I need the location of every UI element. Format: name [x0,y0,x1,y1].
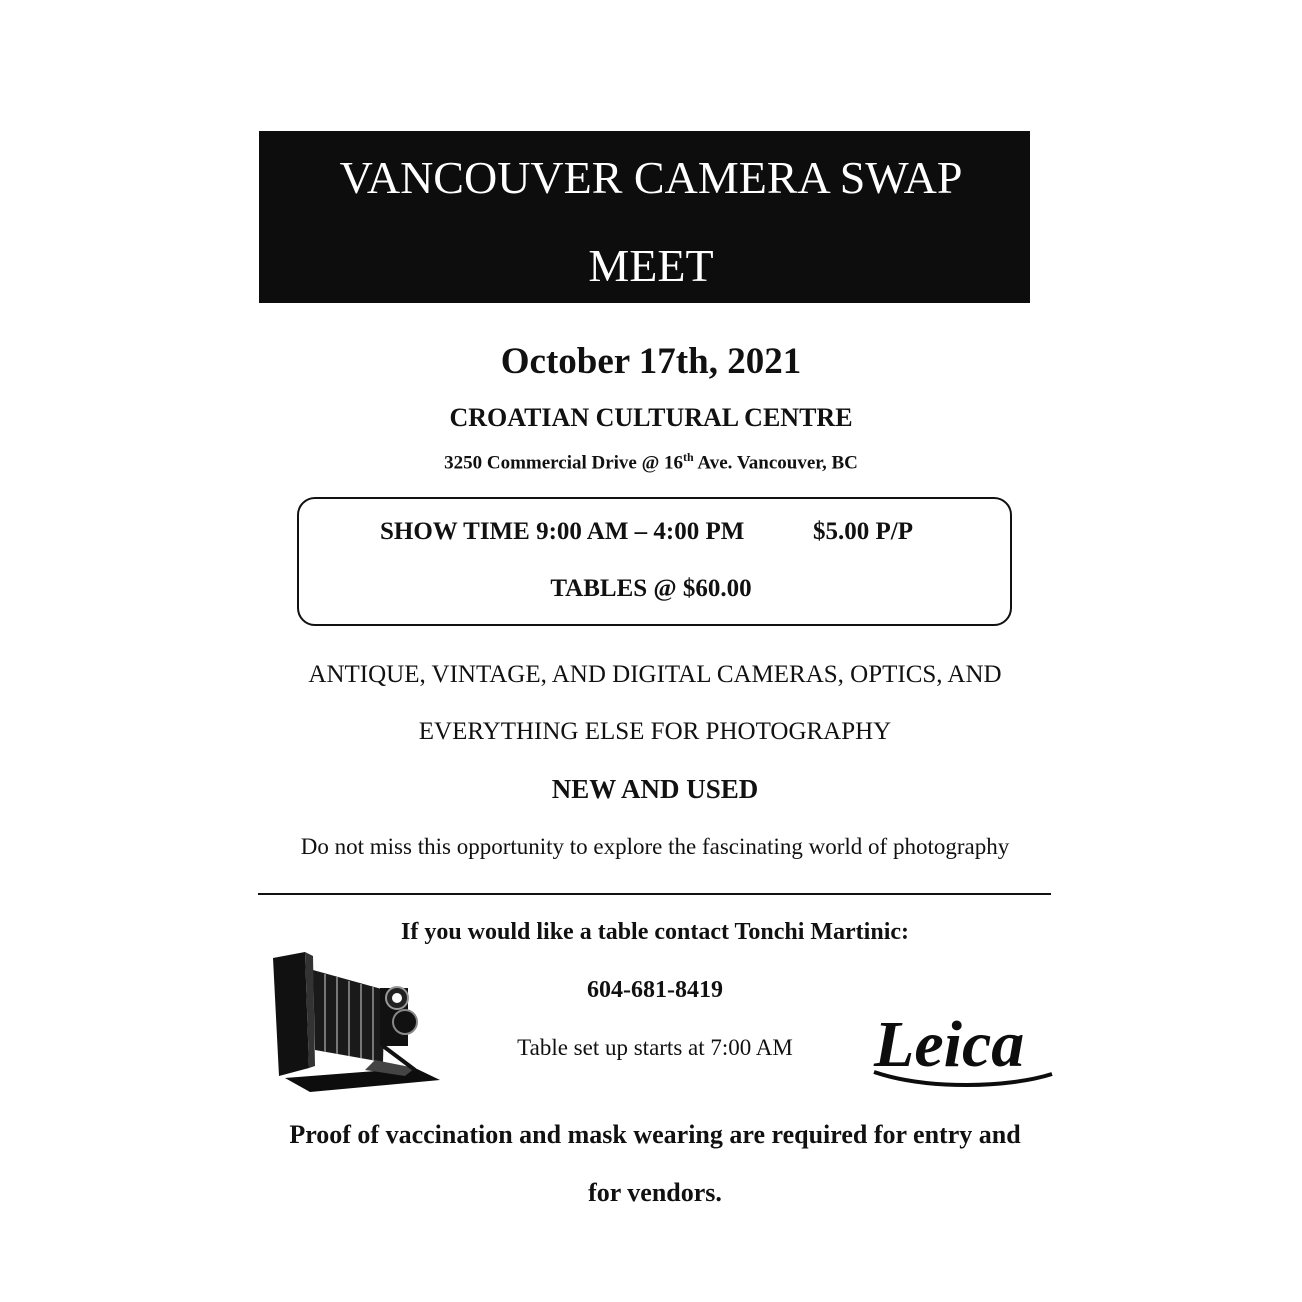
description-line-1: ANTIQUE, VINTAGE, AND DIGITAL CAMERAS, OPTICS, AND [308,661,1002,688]
contact-line: If you would like a table contact Tonchi Martinic: [400,919,910,945]
address-prefix: 3250 Commercial Drive @ 16 [444,452,684,474]
venue-name: CROATIAN CULTURAL CENTRE [449,403,853,432]
new-and-used: NEW AND USED [551,774,759,804]
title-line-2: MEET [588,240,714,291]
description-line-2: EVERYTHING ELSE FOR PHOTOGRAPHY [418,718,892,745]
address-ordinal: th [683,450,694,464]
show-info-box [297,497,1012,626]
leica-logo [868,1000,1058,1090]
show-time: SHOW TIME 9:00 AM – 4:00 PM [380,518,745,545]
event-date: October 17th, 2021 [500,341,802,382]
opportunity-text: Do not miss this opportunity to explore the fascinating world of photography [300,834,1010,859]
divider [258,893,1051,895]
svg-text:Leica: Leica [874,1008,1025,1081]
address-suffix: Ave. Vancouver, BC [693,452,858,474]
title-line-1: VANCOUVER CAMERA SWAP [339,152,963,203]
venue-address [0,450,1302,474]
admission-price: $5.00 P/P [813,518,913,545]
contact-phone: 604-681-8419 [587,977,723,1003]
vaccination-notice-line-2: for vendors. [588,1178,722,1207]
vaccination-notice-line-1: Proof of vaccination and mask wearing are required for entry and [289,1120,1021,1149]
table-price: TABLES @ $60.00 [550,575,752,602]
setup-time: Table set up starts at 7:00 AM [517,1035,793,1060]
folding-camera-icon [265,950,445,1095]
